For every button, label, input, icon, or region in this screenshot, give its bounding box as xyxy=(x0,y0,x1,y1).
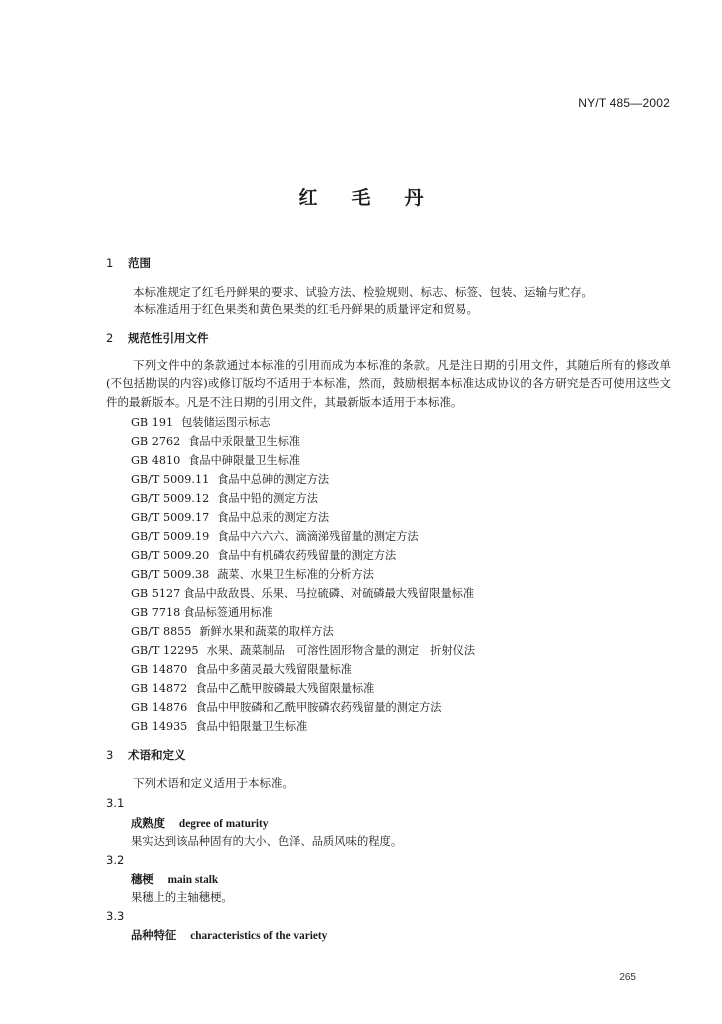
term-name-en: characteristics of the variety xyxy=(190,930,328,942)
reference-item xyxy=(131,642,475,658)
reference-code: GB 14876 xyxy=(131,701,188,714)
section-number: 1 xyxy=(106,256,114,270)
term-name-zh: 成熟度 xyxy=(131,816,165,830)
reference-code: GB 7718 xyxy=(131,606,181,619)
reference-title: 食品中有机磷农药残留量的测定方法 xyxy=(217,549,397,562)
term-name xyxy=(131,927,327,943)
reference-code: GB/T 5009.20 xyxy=(131,549,210,562)
reference-code: GB/T 5009.12 xyxy=(131,492,210,505)
reference-title: 食品中总砷的测定方法 xyxy=(217,473,330,486)
term-name-zh: 品种特征 xyxy=(131,928,177,942)
reference-code: GB 14935 xyxy=(131,720,188,733)
reference-code: GB/T 5009.19 xyxy=(131,530,210,543)
reference-item xyxy=(131,623,334,639)
reference-title: 食品中砷限量卫生标准 xyxy=(188,454,301,467)
reference-code: GB 14870 xyxy=(131,663,188,676)
section-heading-scope xyxy=(106,255,151,271)
term-name xyxy=(131,871,218,887)
reference-item xyxy=(131,604,273,620)
reference-title: 食品中六六六、滴滴涕残留量的测定方法 xyxy=(217,530,419,543)
reference-item xyxy=(131,661,352,677)
reference-code: GB 14872 xyxy=(131,682,188,695)
document-title: 红毛丹 xyxy=(298,187,458,209)
terms-intro: 下列术语和定义适用于本标准。 xyxy=(133,776,294,790)
reference-item xyxy=(131,509,329,525)
reference-title: 新鲜水果和蔬菜的取样方法 xyxy=(199,625,334,638)
term-definition: 果穗上的主轴穗梗。 xyxy=(131,891,233,904)
term-number: 3.2 xyxy=(106,853,125,867)
reference-title: 食品中铅限量卫生标准 xyxy=(195,720,308,733)
section-number: 2 xyxy=(106,331,114,345)
reference-code: GB/T 8855 xyxy=(131,625,192,638)
term-name-en: main stalk xyxy=(167,874,219,886)
reference-title: 食品中铅的测定方法 xyxy=(217,492,318,505)
reference-title: 食品标签通用标准 xyxy=(183,606,273,619)
reference-title: 食品中敌敌畏、乐果、马拉硫磷、对硫磷最大残留限量标准 xyxy=(183,587,475,600)
reference-code: GB/T 5009.11 xyxy=(131,473,210,486)
reference-item xyxy=(131,528,419,544)
reference-code: GB/T 5009.17 xyxy=(131,511,210,524)
term-name-zh: 穗梗 xyxy=(131,872,154,886)
reference-item xyxy=(131,452,300,468)
section-number: 3 xyxy=(106,748,114,762)
reference-code: GB/T 12295 xyxy=(131,644,199,657)
reference-code: GB 5127 xyxy=(131,587,181,600)
section-title: 规范性引用文件 xyxy=(128,331,209,345)
section-title: 范围 xyxy=(128,256,151,270)
standard-code: NY/T 485—2002 xyxy=(578,96,670,110)
term-definition: 果实达到该品种固有的大小、色泽、品质风味的程度。 xyxy=(131,835,403,848)
reference-title: 食品中汞限量卫生标准 xyxy=(188,435,301,448)
reference-item xyxy=(131,680,374,696)
references-intro: 下列文件中的条款通过本标准的引用而成为本标准的条款。凡是注日期的引用文件，其随后所有的修改单(不包括勘误的内容)或修订版均不适用于本标准，然而，鼓励根据本标准达成协议的各方研究是否可使用这些文件的最新版本。凡是不注日期的引用文件，其最新版本适用于本标准。 xyxy=(106,358,671,409)
reference-title: 包装储运图示标志 xyxy=(181,416,271,429)
reference-item xyxy=(131,585,474,601)
section-title: 术语和定义 xyxy=(128,748,186,762)
reference-item xyxy=(131,699,441,715)
reference-item xyxy=(131,471,329,487)
reference-title: 水果、蔬菜制品 可溶性固形物含量的测定 折射仪法 xyxy=(206,644,476,657)
page-number: 265 xyxy=(619,972,636,983)
reference-item xyxy=(131,433,300,449)
term-number: 3.3 xyxy=(106,909,125,923)
reference-title: 食品中乙酰甲胺磷最大残留限量标准 xyxy=(195,682,375,695)
scope-paragraph-1: 本标准规定了红毛丹鲜果的要求、试验方法、检验规则、标志、标签、包装、运输与贮存。 xyxy=(133,285,593,299)
reference-code: GB 4810 xyxy=(131,454,181,467)
reference-item xyxy=(131,718,307,734)
term-name xyxy=(131,815,268,831)
reference-item xyxy=(131,414,271,430)
reference-title: 蔬菜、水果卫生标准的分析方法 xyxy=(217,568,374,581)
scope-paragraph-2: 本标准适用于红色果类和黄色果类的红毛丹鲜果的质量评定和贸易。 xyxy=(133,302,478,316)
reference-title: 食品中多菌灵最大残留限量标准 xyxy=(195,663,352,676)
reference-code: GB 191 xyxy=(131,416,174,429)
reference-item xyxy=(131,547,396,563)
reference-item xyxy=(131,490,318,506)
term-number: 3.1 xyxy=(106,796,125,810)
reference-code: GB 2762 xyxy=(131,435,181,448)
section-heading-normative-references xyxy=(106,330,209,346)
reference-code: GB/T 5009.38 xyxy=(131,568,210,581)
reference-title: 食品中总汞的测定方法 xyxy=(217,511,330,524)
term-name-en: degree of maturity xyxy=(178,818,269,830)
reference-item xyxy=(131,566,374,582)
section-heading-terms xyxy=(106,747,186,763)
reference-title: 食品中甲胺磷和乙酰甲胺磷农药残留量的测定方法 xyxy=(195,701,442,714)
